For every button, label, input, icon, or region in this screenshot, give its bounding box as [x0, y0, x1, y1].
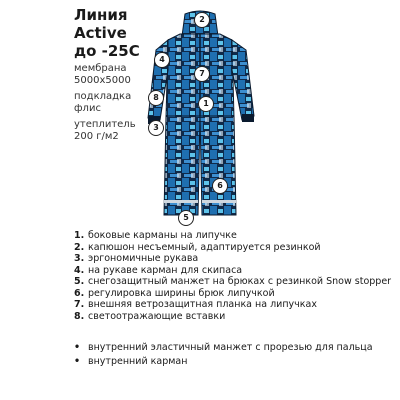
spec-membrane-label: мембрана [74, 63, 127, 74]
feature-list [74, 230, 394, 322]
feature-item [74, 311, 394, 323]
bullet-icon: • [74, 342, 81, 353]
title-line-3: до -25С [74, 42, 140, 60]
spec-insulation [74, 119, 136, 143]
spec-membrane-value: 5000х5000 [74, 75, 131, 86]
marker-7: 7 [194, 66, 210, 82]
extra-feature-text: внутренний эластичный манжет с прорезью для пальца [88, 342, 373, 353]
feature-number: 8. [74, 310, 85, 322]
feature-item [74, 276, 394, 288]
right-cuff-shape [242, 114, 254, 122]
reflective-strip-left [164, 200, 198, 203]
feature-text: капюшон несъемный, адаптируется резинкой [88, 241, 321, 253]
feature-text: регулировка ширины брюк липучкой [88, 287, 275, 299]
spec-lining-label: подкладка [74, 91, 132, 102]
feature-item [74, 288, 394, 300]
spec-lining-value: флис [74, 103, 101, 114]
title-line-1: Линия [74, 6, 128, 24]
feature-text: внешняя ветрозащитная планка на липучках [88, 299, 317, 310]
feature-number: 6. [74, 287, 85, 299]
feature-number: 5. [74, 276, 85, 287]
title-line-2: Active [74, 24, 127, 42]
feature-number: 4. [74, 264, 85, 276]
marker-1: 1 [198, 96, 214, 112]
right-sleeve-shape [232, 40, 254, 120]
reflective-strip-right [202, 200, 236, 203]
overall-image [140, 10, 260, 225]
extra-feature-item [74, 356, 394, 368]
feature-text: эргономичные рукава [88, 253, 199, 264]
spec-insulation-label: утеплитель [74, 119, 136, 130]
feature-number: 2. [74, 241, 85, 253]
feature-item [74, 230, 394, 242]
feature-number: 3. [74, 253, 85, 264]
marker-2: 2 [194, 12, 210, 28]
marker-3: 3 [148, 120, 164, 136]
feature-number: 7. [74, 299, 85, 310]
spec-lining [74, 91, 131, 115]
marker-5: 5 [178, 210, 194, 226]
extra-feature-item [74, 342, 394, 354]
feature-text: боковые карманы на липучке [88, 230, 237, 241]
bullet-icon: • [74, 355, 81, 367]
feature-item [74, 242, 394, 254]
marker-6: 6 [212, 178, 228, 194]
extra-feature-text: внутренний карман [88, 355, 188, 367]
extra-feature-list [74, 342, 394, 369]
feature-item [74, 265, 394, 277]
spec-membrane [74, 63, 131, 87]
marker-8: 8 [148, 90, 164, 106]
feature-text: светоотражающие вставки [88, 310, 226, 322]
marker-4: 4 [154, 52, 170, 68]
product-title [74, 6, 140, 60]
feature-text: на рукаве карман для скипаса [88, 264, 243, 276]
feature-item [74, 253, 394, 265]
spec-insulation-value: 200 г/м2 [74, 131, 119, 142]
feature-text: снегозащитный манжет на брюках с резинкой Snow stopper [88, 276, 392, 287]
feature-number: 1. [74, 230, 85, 241]
feature-item [74, 299, 394, 311]
